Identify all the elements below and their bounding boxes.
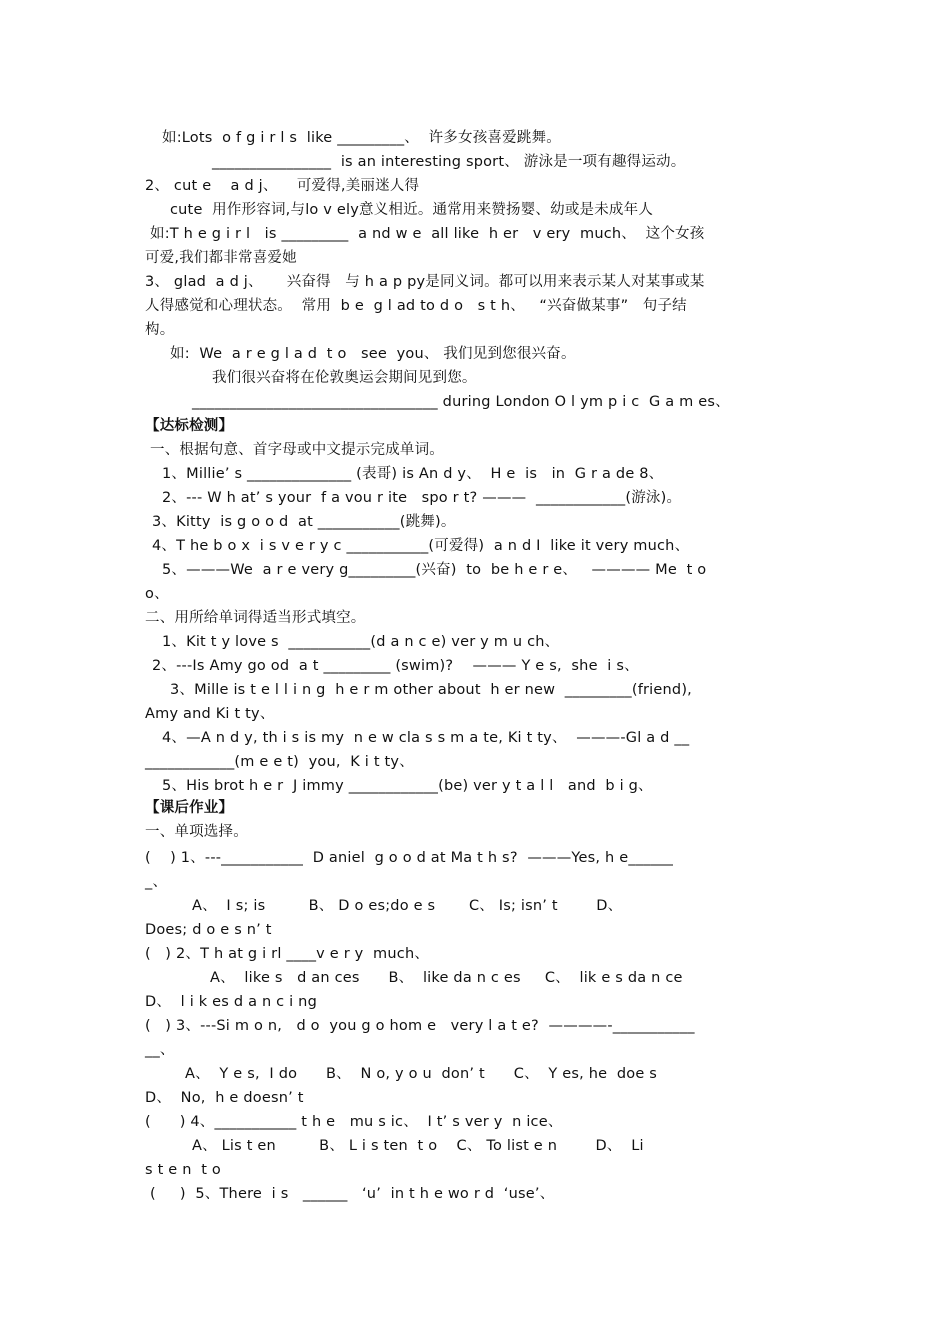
example-line-glad-to-see: 如: We a r e g l a d t o see you、 我们见到您很兴奋。 bbox=[170, 346, 576, 362]
vocab-note-cute: cute 用作形容词,与lo v ely意义相近。通常用来赞扬婴、幼或是未成年人 bbox=[170, 202, 654, 218]
choice-options-1: A、 I s; is B、 D o es;do e s C、 Is; isn’ t D、 bbox=[192, 898, 623, 914]
exercise-item-2-3-cont: Amy and Ki t ty、 bbox=[145, 706, 275, 722]
exercise-item-2-4-cont: ____________(m e e t) you, K i t ty、 bbox=[145, 754, 414, 770]
exercise-item-2-2: 2、---Is Amy go od a t _________ (swim)? ——— Y e s, she i s、 bbox=[152, 658, 639, 674]
example-line-london-cn: 我们很兴奋将在伦敦奥运会期间见到您。 bbox=[212, 370, 477, 386]
choice-options-1-cont: Does; d o e s n’ t bbox=[145, 922, 272, 938]
exercise-item-2-4: 4、—A n d y, th i s is my n e w cla s s m a te, Ki t ty、 ———-Gl a d __ bbox=[162, 730, 690, 746]
choice-options-2-cont: D、 l i k es d a n c i ng bbox=[145, 994, 317, 1010]
choice-options-2: A、 like s d an ces B、 like da n c es C、 lik e s da n ce bbox=[210, 970, 683, 986]
choice-options-4: A、 Lis t en B、 L i s ten t o C、 To list e n D、 Li bbox=[192, 1138, 644, 1154]
exercise-instruction-1: 一、根据句意、首字母或中文提示完成单词。 bbox=[150, 442, 444, 458]
choice-question-2: ( ) 2、T h at g i rl ____v e r y much、 bbox=[145, 946, 430, 962]
vocab-note-glad: 人得感觉和心理状态。 常用 b e g l ad to d o s t h、 “兴奋做某事” 句子结 bbox=[145, 298, 687, 314]
exercise-item-1-2: 2、--- W h at’ s your f a vou r ite spo r t? ——— ____________(游泳)。 bbox=[162, 490, 682, 506]
choice-options-3-cont: D、 No, h e doesn’ t bbox=[145, 1090, 304, 1106]
exercise-item-1-5: 5、———We a r e very g_________(兴奋) to be h e r e、 ———— Me t o bbox=[162, 562, 707, 578]
example-translation-girl: 可爱,我们都非常喜爱她 bbox=[145, 250, 297, 266]
exercise-item-2-3: 3、Mille is t e l l i n g h e r m other about h er new _________(friend), bbox=[170, 682, 692, 698]
vocab-item-cute: 2、 cut e a d j、 可爱得,美丽迷人得 bbox=[145, 178, 420, 194]
exercise-item-2-1: 1、Kit t y love s ___________(d a n c e) ver y m u ch、 bbox=[162, 634, 560, 650]
example-line-london-en: _________________________________ during London O l ym p i c G a m es、 bbox=[192, 394, 730, 410]
exercise-item-1-3: 3、Kitty is g o o d at ___________(跳舞)。 bbox=[152, 514, 456, 530]
choice-options-4-cont: s t e n t o bbox=[145, 1162, 221, 1178]
exercise-item-1-1: 1、Millie’ s ______________ (表哥) is An d y、 H e is in G r a de 8、 bbox=[162, 466, 664, 482]
vocab-note-glad-end: 构。 bbox=[145, 322, 175, 338]
choice-options-3: A、 Y e s, I do B、 N o, y o u don’ t C、 Y es, he doe s bbox=[185, 1066, 658, 1082]
choice-question-1-cont: _、 bbox=[145, 874, 168, 890]
vocab-item-glad: 3、 glad a d j、 兴奋得 与 h a p py是同义词。都可以用来表示某人对某事或某 bbox=[145, 274, 705, 290]
section-heading-test: 【达标检测】 bbox=[145, 418, 234, 434]
exercise-item-2-5: 5、His brot h e r J immy ____________(be) ver y t a l l and b i g、 bbox=[162, 778, 653, 794]
exercise-item-1-5-cont: o、 bbox=[145, 586, 169, 602]
example-line-lots-of-girls: 如:Lots o f g i r l s like _________、 许多女孩喜爱跳舞。 bbox=[162, 130, 561, 146]
choice-question-3-cont: __、 bbox=[145, 1042, 175, 1058]
example-line-the-girl: 如:T h e g i r l is _________ a nd w e all like h er v ery much、 这个女孩 bbox=[150, 226, 705, 242]
exercise-instruction-3: 一、单项选择。 bbox=[145, 824, 248, 840]
exercise-instruction-2: 二、用所给单词得适当形式填空。 bbox=[145, 610, 366, 626]
choice-question-3: ( ) 3、---Si m o n, d o you g o hom e very l a t e? ————-___________ bbox=[145, 1018, 695, 1034]
section-heading-homework: 【课后作业】 bbox=[145, 800, 234, 816]
example-line-swimming: ________________ is an interesting sport、 游泳是一项有趣得运动。 bbox=[212, 154, 686, 170]
choice-question-1: ( ) 1、---___________ D aniel g o o d at Ma t h s? ———Yes, h e______ bbox=[145, 850, 674, 866]
choice-question-4: ( ) 4、___________ t h e mu s ic、 I t’ s ver y n ice、 bbox=[145, 1114, 563, 1130]
exercise-item-1-4: 4、T he b o x i s v e r y c ___________(可爱得) a n d I like it very much、 bbox=[152, 538, 690, 554]
choice-question-5: ( ) 5、There i s ______ ‘u’ in t h e wo r d ‘use’、 bbox=[150, 1186, 555, 1202]
